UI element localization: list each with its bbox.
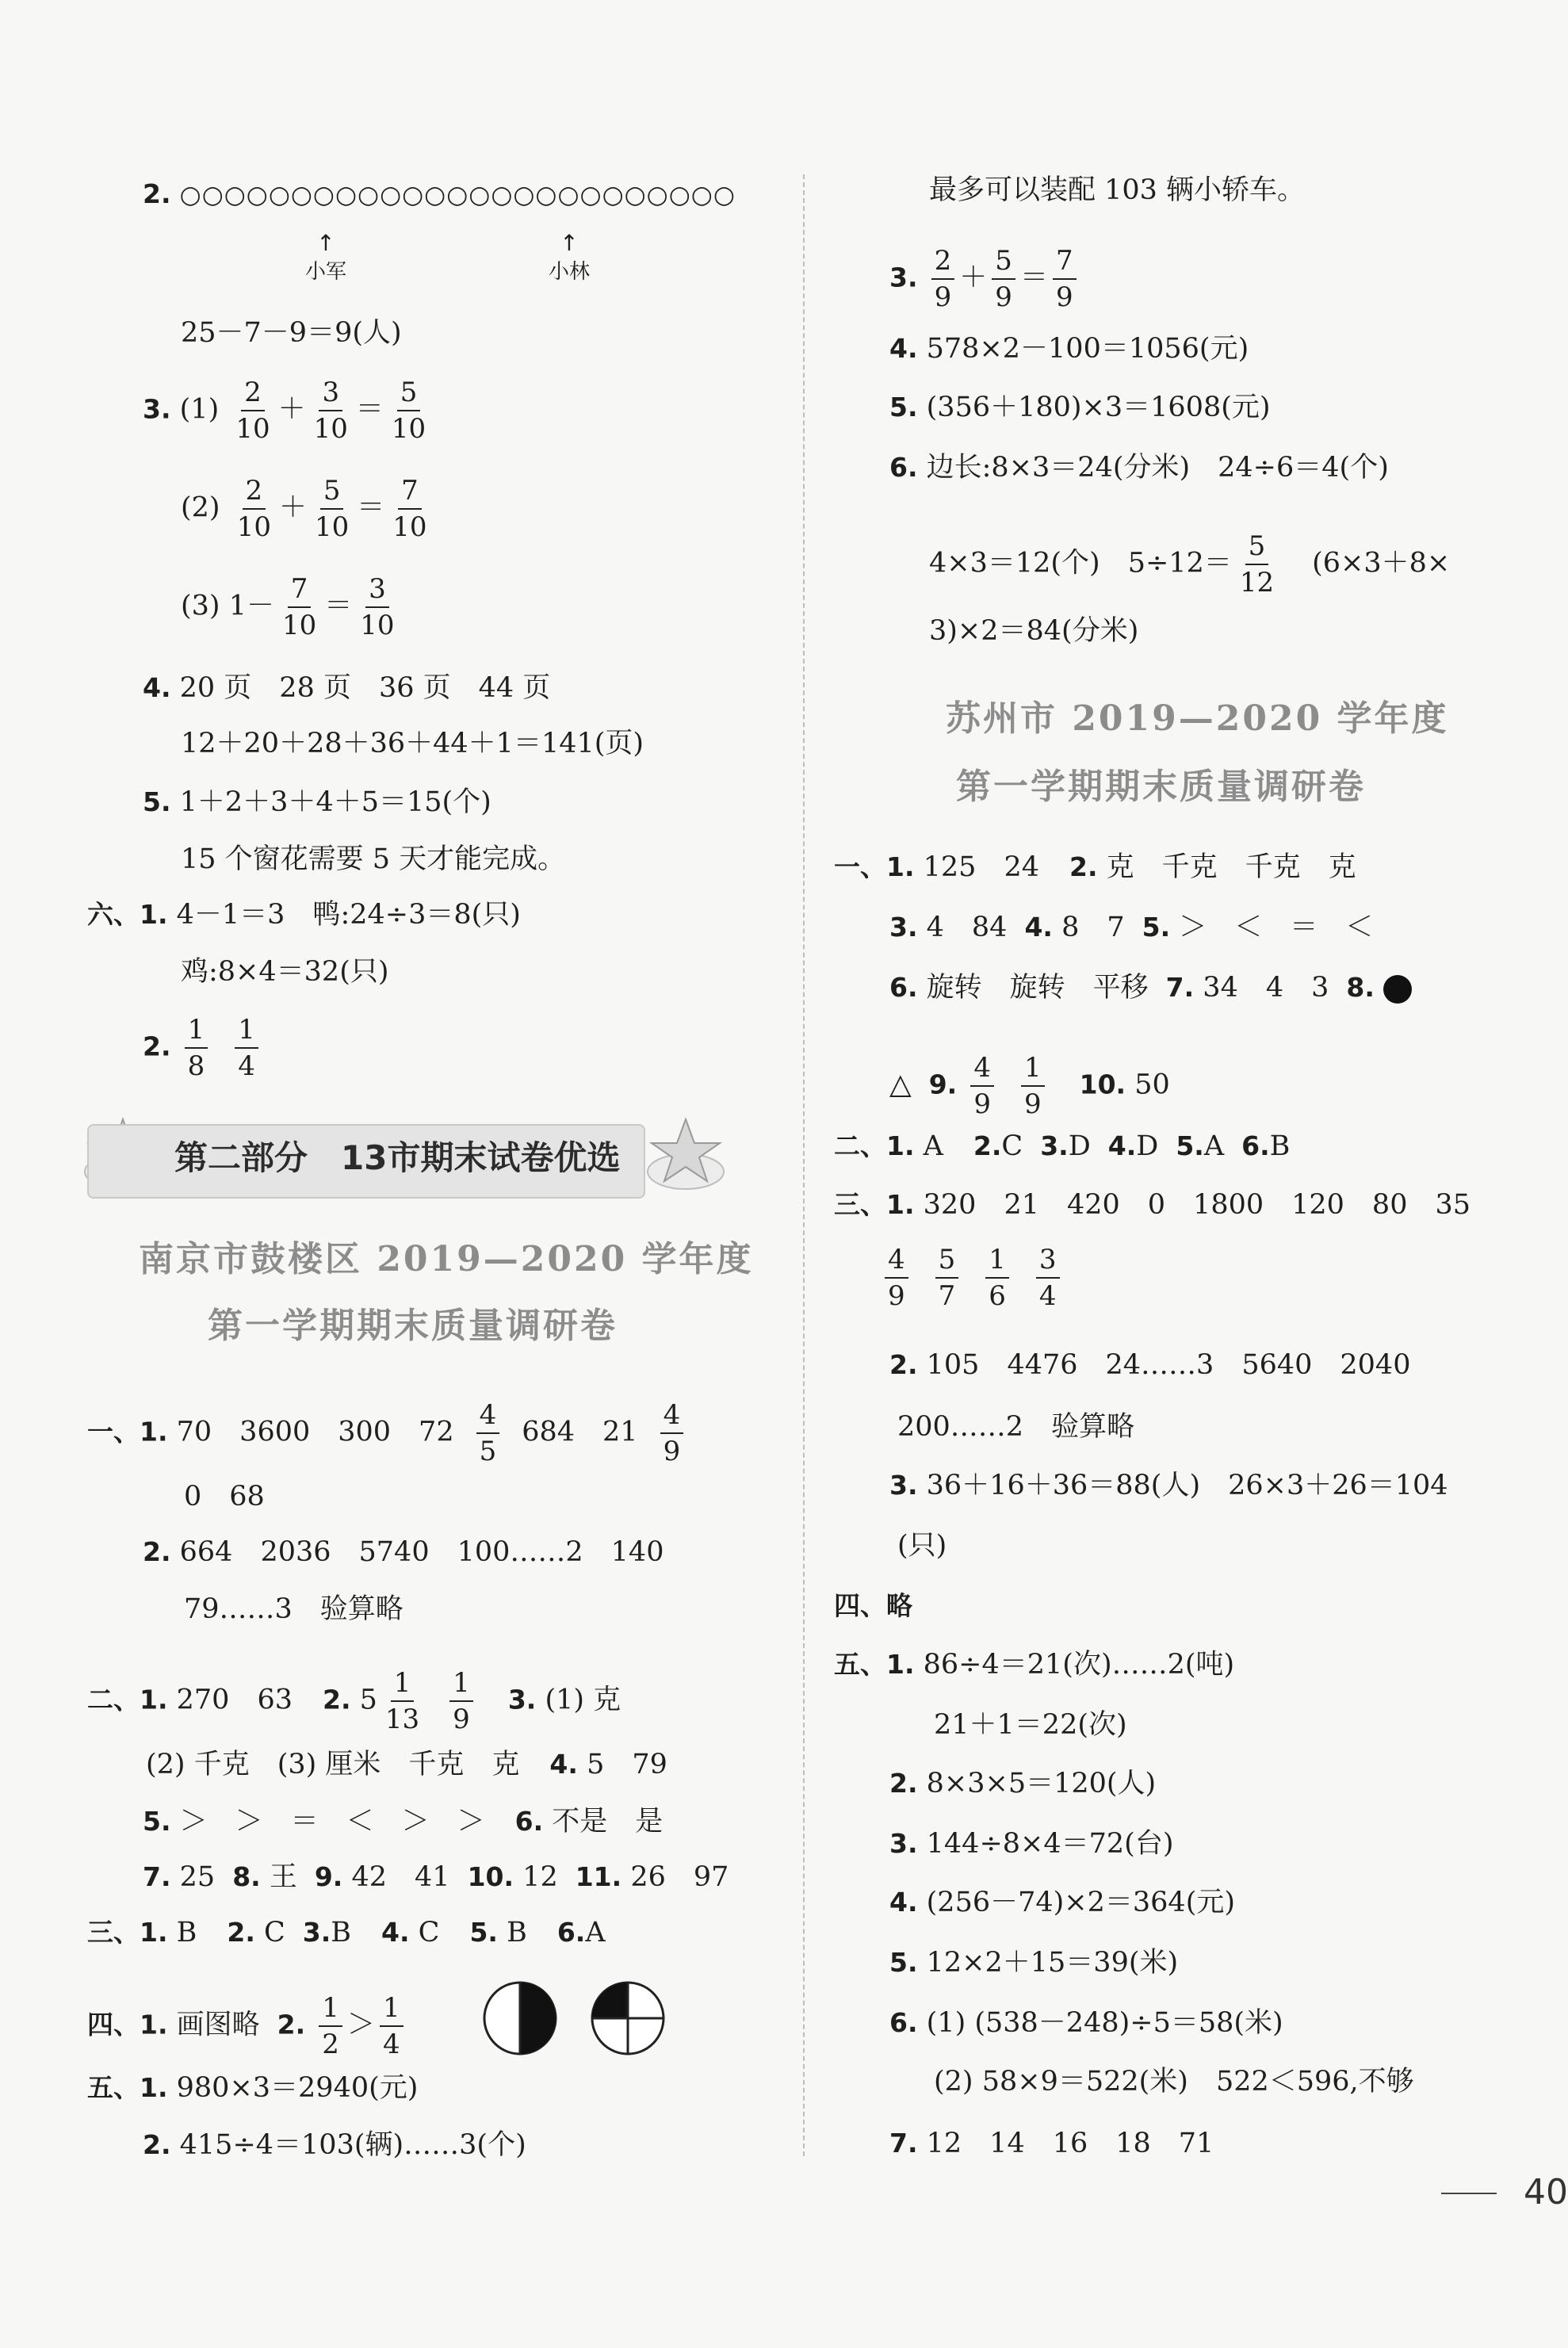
answer-text: 不是 是 bbox=[552, 1806, 664, 1837]
numerator: 5 bbox=[935, 1246, 959, 1279]
quarter-shaded-circle-icon bbox=[588, 1979, 667, 2058]
s6-2-line bbox=[143, 1016, 263, 1080]
denominator: 4 bbox=[1038, 1280, 1057, 1312]
sub-label: (2) bbox=[181, 491, 220, 524]
p2-6-label: 6. bbox=[514, 1806, 544, 1837]
exam-subtitle: 第一学期期末质量调研卷 bbox=[208, 1306, 618, 1346]
p2-2-label: 2. bbox=[322, 1684, 351, 1715]
p2-line bbox=[87, 1669, 621, 1733]
answer-text: 70 3600 300 72 bbox=[176, 1416, 454, 1448]
denominator: 10 bbox=[313, 413, 348, 445]
r4-line bbox=[889, 333, 1249, 365]
denominator: 8 bbox=[187, 1050, 205, 1082]
p2-4-label: 4. bbox=[549, 1749, 578, 1780]
s5-5-line bbox=[889, 1947, 1178, 1979]
section-banner-title: 第二部分 13市期末试卷优选 bbox=[174, 1138, 621, 1177]
fraction bbox=[970, 1054, 994, 1118]
numerator: 4 bbox=[970, 1054, 994, 1087]
answer-text: (1) (538－248)÷5＝58(米) bbox=[926, 2007, 1283, 2039]
s1-label: 一、1. bbox=[834, 851, 915, 882]
answer-text: 144÷8×4＝72(台) bbox=[926, 1828, 1174, 1860]
fraction bbox=[1021, 1054, 1045, 1118]
denominator: 9 bbox=[934, 281, 952, 313]
denominator: 10 bbox=[392, 511, 427, 543]
numerator: 1 bbox=[319, 1994, 342, 2027]
fraction bbox=[388, 377, 429, 445]
s1-9-line bbox=[889, 1054, 1170, 1118]
numerator: 7 bbox=[1053, 247, 1077, 280]
fraction bbox=[449, 1669, 473, 1733]
fraction bbox=[312, 477, 352, 541]
numerator: 4 bbox=[885, 1246, 908, 1279]
half-shaded-circle-icon bbox=[480, 1979, 560, 2058]
answer-text: 125 24 bbox=[923, 851, 1039, 883]
p1-2-label: 2. bbox=[143, 1536, 171, 1567]
p2-7-line bbox=[143, 1861, 729, 1893]
p4-label: 四、1. bbox=[87, 2009, 168, 2040]
s2-5-label: 5. bbox=[1176, 1130, 1204, 1161]
p5-2-label: 2. bbox=[143, 2129, 171, 2160]
p2-11-label: 11. bbox=[575, 1861, 622, 1892]
answer-text: D bbox=[1068, 1130, 1091, 1162]
answer-text: (356＋180)×3＝1608(元) bbox=[926, 392, 1271, 423]
answer-line: 0 68 bbox=[184, 1481, 265, 1512]
s1-3-label: 3. bbox=[889, 912, 918, 943]
answer-text: 50 bbox=[1134, 1069, 1170, 1101]
answer-text: 12 bbox=[522, 1861, 558, 1893]
p1-label: 一、1. bbox=[87, 1416, 168, 1447]
answer-text: 5 79 bbox=[587, 1749, 667, 1780]
s5-3-label: 3. bbox=[889, 1828, 918, 1859]
p3-4-label: 4. bbox=[381, 1917, 410, 1948]
fraction bbox=[235, 1016, 258, 1080]
numerator: 3 bbox=[1036, 1246, 1060, 1279]
answer-line: 12＋20＋28＋36＋44＋1＝141(页) bbox=[181, 728, 644, 759]
s5-5-label: 5. bbox=[889, 1947, 918, 1978]
fraction bbox=[1237, 530, 1277, 598]
s2-3-label: 3. bbox=[1040, 1130, 1069, 1161]
denominator: 2 bbox=[322, 2029, 339, 2060]
answer-line: (只) bbox=[897, 1530, 947, 1562]
numerator: 3 bbox=[365, 576, 389, 608]
p5-2-line bbox=[143, 2129, 526, 2161]
r6-label: 6. bbox=[889, 452, 918, 483]
answer-text: 320 21 420 0 1800 120 80 35 bbox=[923, 1189, 1471, 1221]
sub-label: (1) bbox=[179, 393, 220, 426]
denominator: 9 bbox=[1023, 1088, 1042, 1120]
operator: ＋ bbox=[278, 491, 307, 524]
s5-label: 五、1. bbox=[834, 1649, 915, 1680]
s5-2-line bbox=[889, 1768, 1156, 1799]
denominator: 10 bbox=[315, 511, 350, 543]
numerator: 1 bbox=[235, 1016, 258, 1049]
r3-line bbox=[889, 247, 1081, 311]
numerator: 5 bbox=[992, 247, 1015, 280]
answer-text: 664 2036 5740 100……2 140 bbox=[179, 1536, 664, 1568]
answer-text: 34 4 3 bbox=[1203, 972, 1329, 1004]
q4-label: 4. bbox=[143, 672, 171, 703]
arrow-label: 小军 bbox=[305, 260, 347, 284]
answer-line: 最多可以装配 103 辆小轿车。 bbox=[929, 174, 1306, 206]
answer-line: (2) 58×9＝522(米) 522＜596,不够 bbox=[934, 2066, 1414, 2098]
q5-line bbox=[143, 786, 491, 818]
answer-text: 86÷4＝21(次)……2(吨) bbox=[923, 1649, 1235, 1681]
q3-3-line bbox=[181, 573, 403, 641]
answer-text: 578×2－100＝1056(元) bbox=[926, 333, 1249, 365]
p3-6-label: 6. bbox=[556, 1917, 586, 1948]
star-cloud-icon bbox=[642, 1110, 729, 1197]
answer-text: 25 bbox=[179, 1861, 216, 1893]
q2-circles-line bbox=[143, 178, 736, 211]
numerator: 2 bbox=[243, 477, 266, 510]
numerator: 5 bbox=[397, 379, 421, 411]
numerator: 5 bbox=[1245, 533, 1269, 565]
answer-text: (2) 千克 (3) 厘米 千克 克 bbox=[146, 1749, 520, 1780]
s5-4-line bbox=[889, 1887, 1235, 1918]
answer-text: B bbox=[176, 1917, 197, 1948]
answer-text: 415÷4＝103(辆)……3(个) bbox=[179, 2129, 526, 2161]
answer-text: B bbox=[331, 1917, 352, 1948]
numerator: 1 bbox=[391, 1669, 415, 1702]
q3-1-line bbox=[143, 377, 434, 445]
s2-6-label: 6. bbox=[1241, 1130, 1270, 1161]
answer-line: 25－7－9＝9(人) bbox=[181, 317, 402, 349]
fraction bbox=[660, 1399, 684, 1467]
denominator: 9 bbox=[1055, 281, 1073, 313]
answer-text: 684 21 bbox=[522, 1416, 638, 1448]
s3-fractions-line bbox=[880, 1246, 1065, 1310]
denominator: 4 bbox=[382, 2029, 400, 2060]
denominator: 10 bbox=[235, 413, 270, 445]
s5-7-label: 7. bbox=[889, 2128, 918, 2159]
r5-line bbox=[889, 392, 1271, 423]
equals: ＝ bbox=[324, 590, 353, 622]
numerator: 7 bbox=[398, 477, 422, 510]
answer-text: A bbox=[1203, 1130, 1225, 1162]
fraction bbox=[389, 477, 430, 541]
answer-text: B bbox=[507, 1917, 527, 1948]
p3-label: 三、1. bbox=[87, 1917, 168, 1948]
s1-4-label: 4. bbox=[1024, 912, 1053, 943]
s5-2-label: 2. bbox=[889, 1768, 918, 1799]
fraction bbox=[1036, 1246, 1060, 1310]
denominator: 10 bbox=[360, 610, 395, 641]
numerator: 4 bbox=[476, 1402, 500, 1434]
numerator: 1 bbox=[449, 1669, 473, 1702]
p4-2-label: 2. bbox=[277, 2009, 306, 2040]
p3-2-label: 2. bbox=[227, 1917, 255, 1948]
answer-text: (6×3＋8× bbox=[1312, 547, 1451, 579]
denominator: 6 bbox=[989, 1280, 1006, 1312]
p5-line bbox=[87, 2072, 418, 2104]
r3-label: 3. bbox=[889, 262, 918, 293]
denominator: 9 bbox=[663, 1436, 681, 1467]
answer-line: 鸡:8×4＝32(只) bbox=[181, 956, 389, 988]
s3-line bbox=[834, 1189, 1470, 1221]
up-arrow-icon: ↑ bbox=[316, 230, 335, 256]
p2-label: 二、1. bbox=[87, 1684, 168, 1715]
fraction bbox=[234, 477, 274, 541]
exam-title: 南京市鼓楼区 2019—2020 学年度 bbox=[139, 1239, 754, 1279]
answer-text: 王 bbox=[269, 1861, 297, 1893]
page-number-dash bbox=[1441, 2193, 1497, 2194]
s1-5-label: 5. bbox=[1142, 912, 1171, 943]
numerator: 2 bbox=[931, 247, 955, 280]
denominator: 5 bbox=[479, 1436, 497, 1467]
p3-5-label: 5. bbox=[469, 1917, 498, 1948]
answer-text: 边长:8×3＝24(分米) 24÷6＝4(个) bbox=[926, 452, 1389, 484]
p1-line bbox=[87, 1399, 688, 1467]
s2-2-label: 2. bbox=[973, 1130, 1002, 1161]
answer-text: (256－74)×2＝364(元) bbox=[926, 1887, 1235, 1918]
fraction bbox=[311, 377, 351, 445]
exam-title: 苏州市 2019—2020 学年度 bbox=[946, 698, 1449, 739]
answer-text: 105 4476 24……3 5640 2040 bbox=[926, 1349, 1411, 1381]
answer-text: 克 千克 千克 克 bbox=[1106, 851, 1356, 883]
numerator: 5 bbox=[320, 477, 344, 510]
answer-text: 270 63 bbox=[176, 1684, 293, 1716]
numerator: 2 bbox=[241, 379, 265, 411]
answer-text: D bbox=[1136, 1130, 1159, 1162]
fraction bbox=[232, 377, 273, 445]
s6-label: 六、1. bbox=[87, 899, 168, 930]
r6-line bbox=[889, 452, 1389, 484]
s5-line bbox=[834, 1649, 1234, 1681]
q3-label: 3. bbox=[143, 393, 171, 425]
fraction bbox=[985, 1246, 1009, 1310]
fraction bbox=[992, 247, 1015, 311]
answer-line: 200……2 验算略 bbox=[897, 1411, 1135, 1443]
s5-6-label: 6. bbox=[889, 2007, 918, 2038]
p2-9-label: 9. bbox=[314, 1861, 343, 1892]
answer-text: 4 84 bbox=[926, 912, 1008, 943]
s1-2-label: 2. bbox=[1069, 851, 1098, 882]
up-arrow-icon: ↑ bbox=[560, 230, 579, 256]
denominator: 9 bbox=[995, 281, 1012, 313]
sub-label: (3) 1－ bbox=[181, 590, 274, 622]
p2-7-label: 7. bbox=[143, 1861, 171, 1892]
answer-line: 15 个窗花需要 5 天才能完成。 bbox=[181, 843, 566, 875]
s1-9-label: 9. bbox=[928, 1069, 958, 1100]
answer-text: ＞ ＞ ＝ ＜ ＞ ＞ bbox=[179, 1806, 485, 1837]
operator: ＞ bbox=[346, 2009, 375, 2041]
q2-label: 2. bbox=[143, 178, 171, 209]
answer-text: 4×3＝12(个) 5÷12＝ bbox=[929, 547, 1232, 579]
answer-text: C bbox=[1001, 1130, 1023, 1162]
answer-text: 8 7 bbox=[1061, 912, 1125, 943]
s3-2-label: 2. bbox=[889, 1349, 918, 1380]
q4-line bbox=[143, 672, 550, 704]
p2-10-label: 10. bbox=[467, 1861, 514, 1892]
answer-text: 42 41 bbox=[351, 1861, 450, 1893]
denominator: 10 bbox=[281, 610, 317, 641]
s2-line bbox=[834, 1130, 1290, 1162]
answer-text: 980×3＝2940(元) bbox=[176, 2072, 419, 2104]
s4-label: 四、略 bbox=[834, 1590, 912, 1621]
denominator: 4 bbox=[238, 1050, 255, 1082]
fraction bbox=[319, 1994, 342, 2058]
fraction bbox=[476, 1399, 500, 1467]
p2-8-label: 8. bbox=[232, 1861, 261, 1892]
answer-text: 36＋16＋36＝88(人) 26×3＋26＝104 bbox=[926, 1470, 1448, 1501]
s5-3-line bbox=[889, 1828, 1173, 1860]
s1-line bbox=[834, 851, 1356, 883]
answer-text: 1＋2＋3＋4＋5＝15(个) bbox=[179, 786, 491, 818]
answer-text: ＞ ＜ ＝ ＜ bbox=[1179, 912, 1374, 943]
p3-3-label: 3. bbox=[302, 1917, 331, 1948]
triangle-icon: △ bbox=[889, 1068, 912, 1101]
p3-line bbox=[87, 1917, 606, 1948]
s3-3-label: 3. bbox=[889, 1470, 918, 1501]
p1-2-line bbox=[143, 1536, 664, 1568]
fraction bbox=[885, 1246, 908, 1310]
circle-row: ○○○○○○○○○○○○○○○○○○○○○○○○○ bbox=[179, 181, 736, 209]
s1-6-label: 6. bbox=[889, 972, 918, 1003]
fraction bbox=[1053, 247, 1077, 311]
answer-line: 79……3 验算略 bbox=[184, 1593, 403, 1625]
numerator: 4 bbox=[660, 1402, 684, 1434]
denominator: 9 bbox=[453, 1704, 470, 1735]
answer-text: 4－1＝3 鸭:24÷3＝8(只) bbox=[176, 899, 521, 931]
operator: ＋ bbox=[277, 393, 306, 426]
exam-subtitle: 第一学期期末质量调研卷 bbox=[956, 767, 1366, 807]
denominator: 10 bbox=[236, 511, 271, 543]
denominator: 9 bbox=[973, 1088, 991, 1120]
p2-5-line bbox=[143, 1806, 663, 1837]
r6b-line bbox=[929, 530, 1451, 598]
s6-2-label: 2. bbox=[143, 1031, 171, 1062]
answer-text: (1) 克 bbox=[545, 1684, 621, 1716]
answer-text: C bbox=[264, 1917, 285, 1948]
page-number: 40 bbox=[1524, 2172, 1568, 2212]
p5-label: 五、1. bbox=[87, 2072, 168, 2103]
p4-line bbox=[87, 1994, 408, 2058]
s1-3-line bbox=[889, 912, 1373, 943]
p2-b-line bbox=[146, 1749, 667, 1780]
r5-label: 5. bbox=[889, 392, 918, 423]
answer-line: 21＋1＝22(次) bbox=[934, 1709, 1127, 1741]
p2-3-label: 3. bbox=[507, 1684, 537, 1715]
numerator: 1 bbox=[380, 1994, 403, 2027]
s5-7-line bbox=[889, 2128, 1214, 2159]
fraction bbox=[931, 247, 955, 311]
s1-7-label: 7. bbox=[1165, 972, 1195, 1003]
numerator: 1 bbox=[985, 1246, 1009, 1279]
numerator: 1 bbox=[185, 1016, 208, 1049]
answer-text: 20 页 28 页 36 页 44 页 bbox=[179, 672, 551, 704]
s1-6-line bbox=[889, 972, 1412, 1004]
s4-line bbox=[834, 1590, 912, 1622]
denominator: 9 bbox=[888, 1280, 905, 1312]
s5-4-label: 4. bbox=[889, 1887, 918, 1918]
s3-3-line bbox=[889, 1470, 1448, 1501]
fraction bbox=[380, 1994, 403, 2058]
p2-5-label: 5. bbox=[143, 1806, 171, 1837]
answer-text: 12 14 16 18 71 bbox=[926, 2128, 1214, 2159]
answer-text: 12×2＋15＝39(米) bbox=[926, 1947, 1179, 1979]
answer-text: 26 97 bbox=[630, 1861, 729, 1893]
q5-label: 5. bbox=[143, 786, 171, 817]
fraction bbox=[382, 1669, 423, 1733]
equals: ＝ bbox=[355, 393, 384, 426]
s3-label: 三、1. bbox=[834, 1189, 915, 1220]
numerator: 1 bbox=[1021, 1054, 1045, 1087]
fraction bbox=[935, 1246, 959, 1310]
operator: ＋ bbox=[959, 262, 988, 294]
s3-2-line bbox=[889, 1349, 1410, 1381]
s5-6-line bbox=[889, 2007, 1283, 2039]
q3-2-line bbox=[181, 477, 435, 541]
answer-text: A bbox=[923, 1130, 943, 1162]
numerator: 3 bbox=[319, 379, 342, 411]
fraction bbox=[279, 573, 319, 641]
s6-line bbox=[87, 899, 521, 931]
equals: ＝ bbox=[1019, 262, 1048, 294]
answer-text: 旋转 旋转 平移 bbox=[926, 972, 1149, 1004]
arrow-xiaojun bbox=[305, 231, 346, 285]
fraction bbox=[185, 1016, 208, 1080]
r4-label: 4. bbox=[889, 333, 918, 364]
answer-text: 画图略 bbox=[176, 2009, 260, 2041]
denominator: 13 bbox=[384, 1704, 420, 1735]
denominator: 12 bbox=[1239, 567, 1275, 598]
answer-text: A bbox=[585, 1917, 606, 1948]
numerator: 7 bbox=[288, 576, 312, 608]
answer-line: 3)×2＝84(分米) bbox=[929, 615, 1139, 647]
s2-label: 二、1. bbox=[834, 1130, 915, 1161]
column-divider bbox=[803, 174, 805, 2156]
denominator: 10 bbox=[391, 413, 426, 445]
arrow-label: 小林 bbox=[549, 260, 591, 284]
fraction bbox=[357, 573, 397, 641]
denominator: 7 bbox=[938, 1280, 956, 1312]
s1-10-label: 10. bbox=[1079, 1069, 1126, 1100]
answer-text: C bbox=[418, 1917, 440, 1948]
equals: ＝ bbox=[357, 491, 385, 524]
answer-text: 8×3×5＝120(人) bbox=[926, 1768, 1157, 1799]
arrow-xiaolin bbox=[549, 231, 590, 285]
s1-8-label: 8. bbox=[1346, 972, 1375, 1003]
filled-circle-icon bbox=[1383, 975, 1412, 1004]
s2-4-label: 4. bbox=[1107, 1130, 1137, 1161]
answer-text: 5 bbox=[359, 1684, 377, 1716]
answer-text: B bbox=[1269, 1130, 1291, 1162]
